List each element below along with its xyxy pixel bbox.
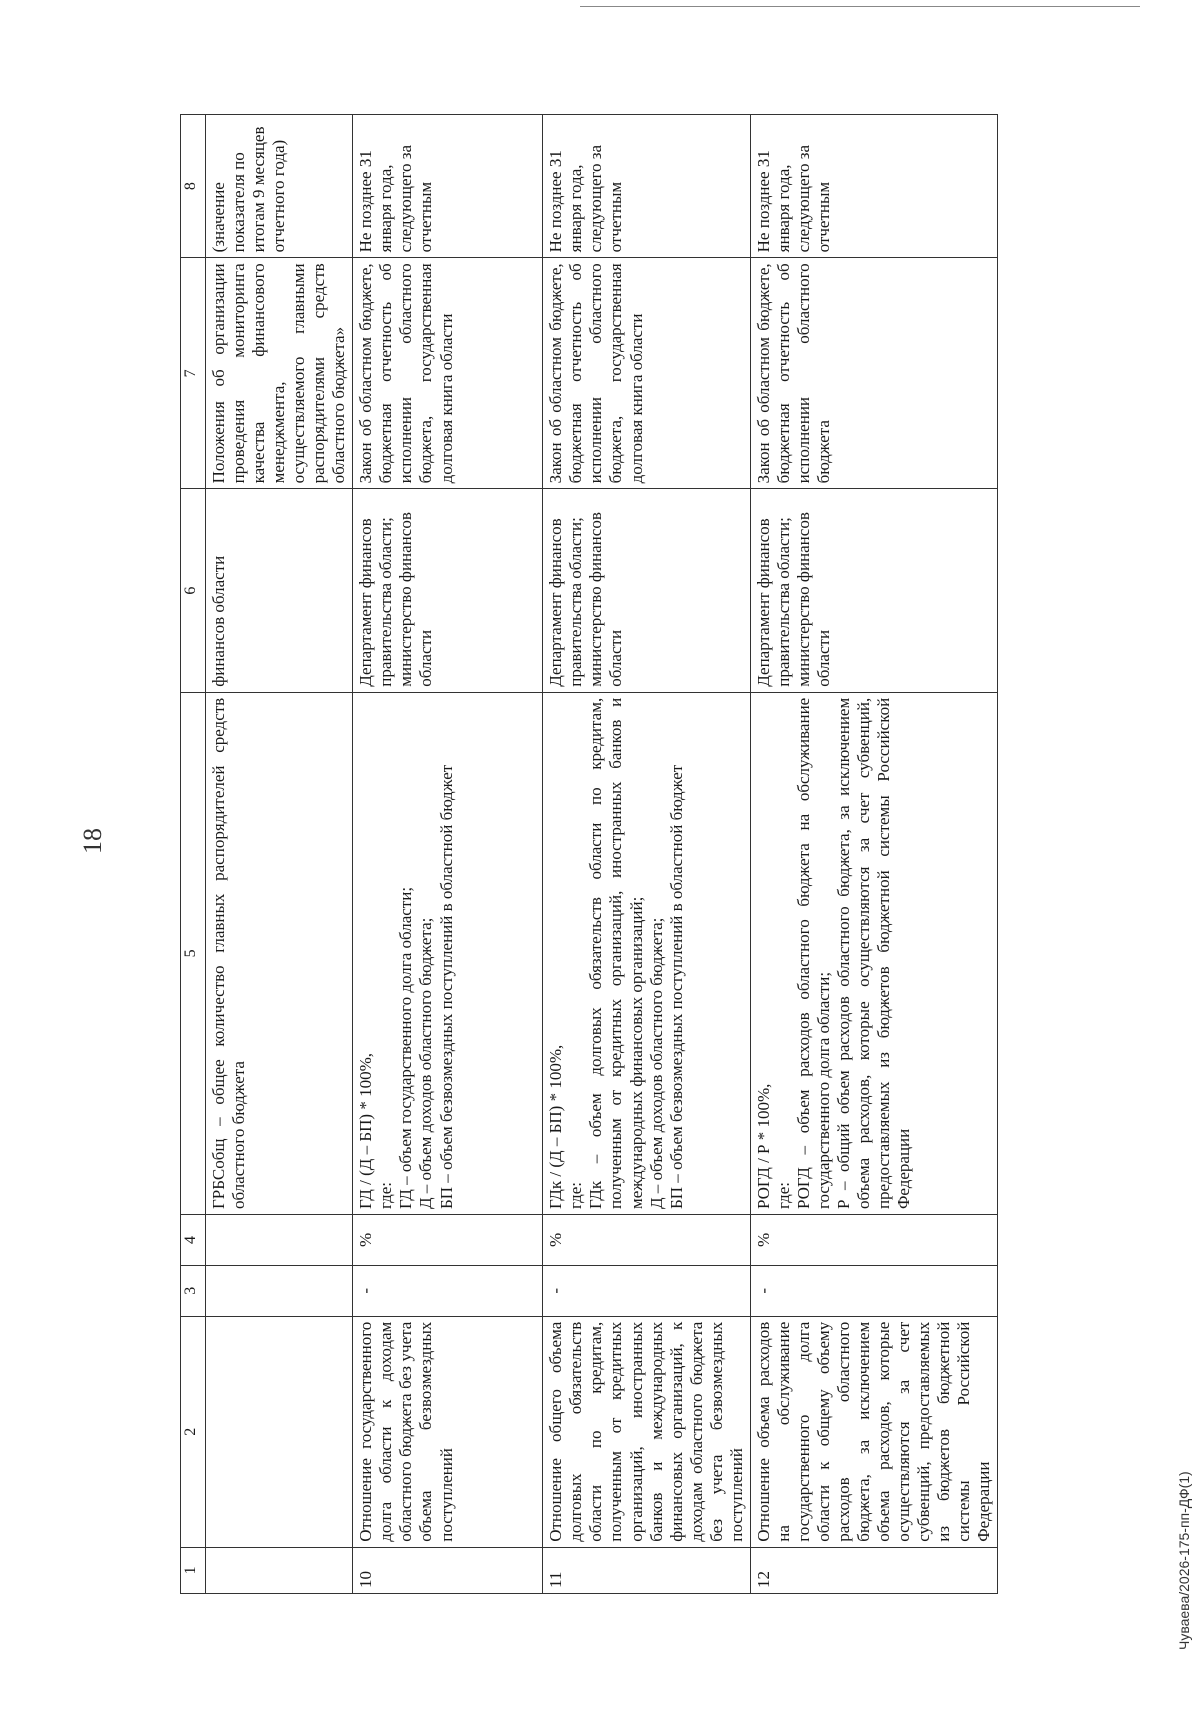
responsible-body: Департамент финансов правительства области; министерство финансов области [750,489,998,692]
responsible-body: Департамент финансов правительства области; министерство финансов области [543,489,750,692]
formula-line: где: [376,1182,396,1210]
formula-line: где: [773,1182,793,1210]
formula-line: где: [566,1182,586,1210]
column-number-7: 7 [181,258,206,489]
table-row [353,115,543,1594]
deadline: Не позднее 31 января года, следующего за отчетным [750,115,998,258]
column-number-6: 6 [181,489,206,692]
calculation-formula [353,692,543,1214]
column-3-value: - [750,1265,998,1316]
rotated-page [180,114,1060,1594]
row-number [206,1547,353,1593]
responsible-body: финансов области [206,489,353,692]
row-number: 11 [543,1547,750,1593]
data-source: Положения об организации проведения мониторинга качества финансового менеджмента, осуществляемого главными распорядителями средств областного бюджета» [206,258,353,489]
data-source: Закон об областном бюджете, бюджетная отчетность об исполнении областного бюджета, государственная долговая книга области [543,258,750,489]
formula-main: РОГД / Р * 100%, [753,1083,773,1210]
table-row [543,115,750,1594]
formula-line: ГРБСобщ – общее количество главных распорядителей средств областного бюджета [209,697,249,1210]
formula-line: ГДк – объем долговых обязательств области по кредитам, полученным от кредитных организаций, иностранных банков и международных финансовых организаций; [586,697,646,1210]
column-3-value [206,1265,353,1316]
unit-of-measure: % [353,1215,543,1266]
row-number: 12 [750,1547,998,1593]
column-number-8: 8 [181,115,206,258]
column-number-3: 3 [181,1265,206,1316]
indicators-table [180,114,998,1594]
responsible-body: Департамент финансов правительства области; министерство финансов области [353,489,543,692]
formula-line: БП – объем безвозмездных поступлений в областной бюджет [436,764,456,1210]
column-number-1: 1 [181,1547,206,1593]
data-source: Закон об областном бюджете, бюджетная отчетность об исполнении областного бюджета, государственная долговая книга области [353,258,543,489]
calculation-formula [206,692,353,1214]
formula-line: БП – объем безвозмездных поступлений в областной бюджет [666,764,686,1210]
indicator-name: Отношение объема расходов на обслуживание государственного долга области к общему объему расходов областного бюджета, за исключением объема расходов, которые осуществляются за счет субвенций, предоставляемых из бюджетов бюджетной системы Российской Федерации [750,1316,998,1547]
calculation-formula [750,692,998,1214]
formula-line: ГД – объем государственного долга области; [396,886,416,1210]
column-3-value: - [543,1265,750,1316]
calculation-formula [543,692,750,1214]
document-stamp: Чуваева/2026-175-пп-ДФ(1) [1176,1471,1192,1650]
table-row [750,115,998,1594]
formula-line: Р – общий объем расходов областного бюджета, за исключением объема расходов, которые осуществляются за счет субвенций, предоставляемых из бюджетов бюджетной системы Российской Федерации [833,697,914,1210]
deadline: Не позднее 31 января года, следующего за отчетным [543,115,750,258]
column-number-5: 5 [181,692,206,1214]
unit-of-measure [206,1215,353,1266]
formula-line: РОГД – объем расходов областного бюджета на обслуживание государственного долга области; [793,697,833,1210]
scan-top-line [580,6,1140,7]
formula-main: ГДк / (Д – БП) * 100%, [546,1044,566,1210]
formula-line: Д – объем доходов областного бюджета; [646,917,666,1210]
formula-line: Д – объем доходов областного бюджета; [416,917,436,1210]
row-number: 10 [353,1547,543,1593]
unit-of-measure: % [750,1215,998,1266]
column-number-2: 2 [181,1316,206,1547]
indicator-name [206,1316,353,1547]
column-number-4: 4 [181,1215,206,1266]
indicator-name: Отношение государственного долга области к доходам областного бюджета без учета объема безвозмездных поступлений [353,1316,543,1547]
page-number: 18 [78,828,107,854]
data-source: Закон об областном бюджете, бюджетная отчетность об исполнении областного бюджета [750,258,998,489]
unit-of-measure: % [543,1215,750,1266]
column-3-value: - [353,1265,543,1316]
table-row [206,115,353,1594]
indicator-name: Отношение общего объема долговых обязательств области по кредитам, полученным от кредитных организаций, иностранных банков и международных финансовых организаций, к доходам областного бюджета без учета безвозмездных поступлений [543,1316,750,1547]
formula-main: ГД / (Д – БП) * 100%, [356,1053,376,1210]
table-body [181,115,998,1594]
deadline: (значение показателя по итогам 9 месяцев отчетного года) [206,115,353,258]
column-number-row [181,115,206,1594]
deadline: Не позднее 31 января года, следующего за отчетным [353,115,543,258]
